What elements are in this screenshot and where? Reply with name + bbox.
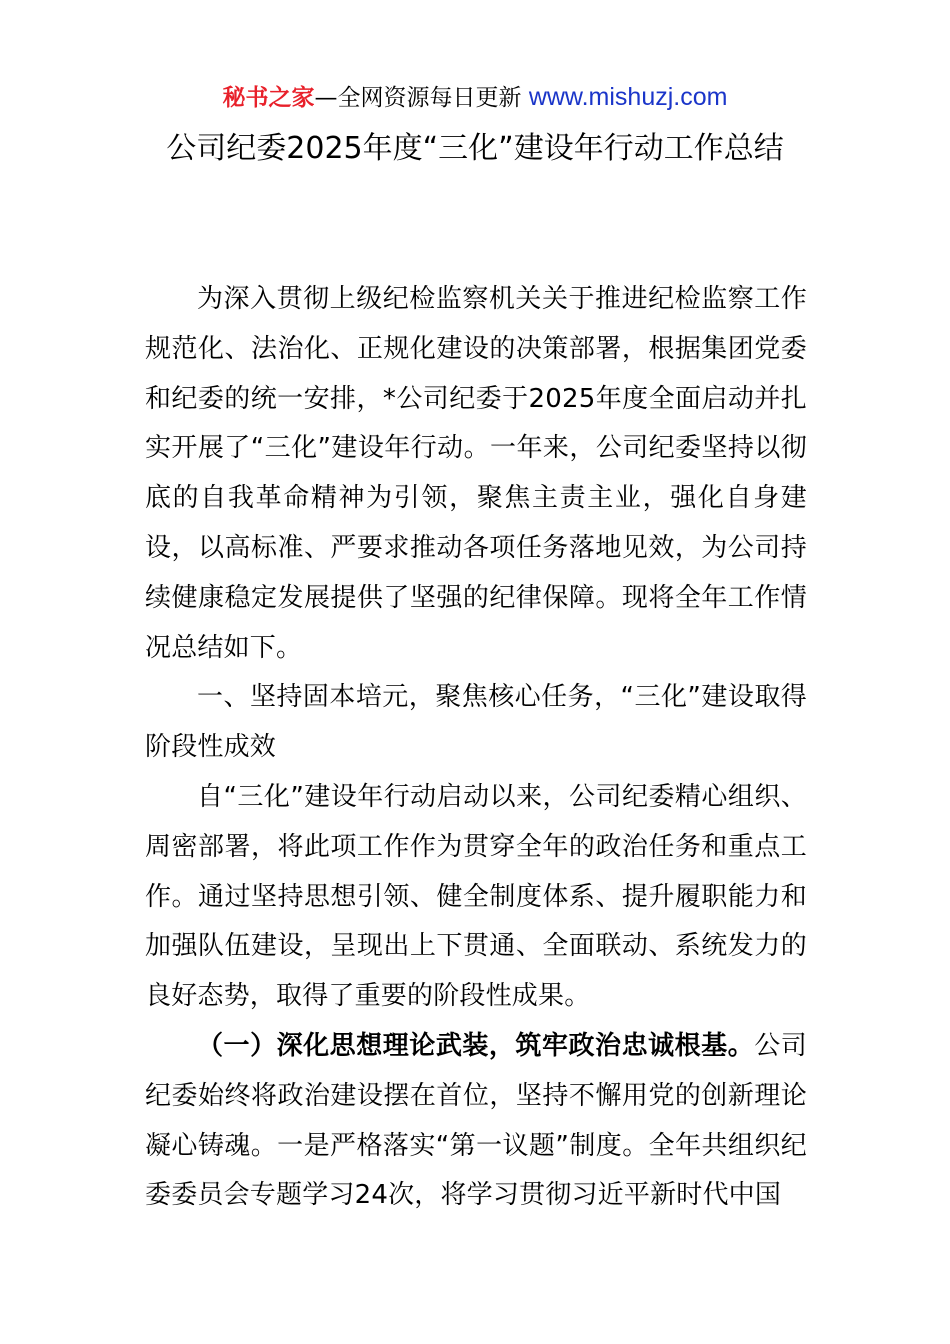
paragraph-subsection-1 <box>145 1022 807 1221</box>
site-brand: 秘书之家 <box>222 85 315 111</box>
document-body <box>145 275 807 1221</box>
document-title: 公司纪委2025年度“三化”建设年行动工作总结 <box>166 131 784 166</box>
subsection-heading-1: （一）深化思想理论武装，筑牢政治忠诚根基。 <box>197 1030 755 1061</box>
subsection-text-1: 公司纪委始终将政治建设摆在首位，坚持不懈用党的创新理论凝心铸魂。一是严格落实“第一议题”制度。全年共组织纪委委员会专题学习24次，将学习贯彻习近平新时代中国 <box>145 1030 808 1211</box>
section-heading-1: 一、坚持固本培元，聚焦核心任务，“三化”建设取得阶段性成效 <box>145 682 807 763</box>
paragraph-intro: 为深入贯彻上级纪检监察机关关于推进纪检监察工作规范化、法治化、正规化建设的决策部署，根据集团党委和纪委的统一安排，*公司纪委于2025年度全面启动并扎实开展了“三化”建设年行动。一年来，公司纪委坚持以彻底的自我革命精神为引领，聚焦主责主业，强化自身建设，以高标准、严要求推动各项任务落地见效，为公司持续健康稳定发展提供了坚强的纪律保障。现将全年工作情况总结如下。 <box>145 284 807 663</box>
site-tagline: —全网资源每日更新 <box>314 85 529 111</box>
site-url-link[interactable]: www.mishuzj.com <box>528 83 728 111</box>
site-header <box>0 80 950 115</box>
paragraph-section-1: 自“三化”建设年行动启动以来，公司纪委精心组织、周密部署，将此项工作作为贯穿全年的政治任务和重点工作。通过坚持思想引领、健全制度体系、提升履职能力和加强队伍建设，呈现出上下贯通、全面联动、系统发力的良好态势，取得了重要的阶段性成果。 <box>145 781 807 1012</box>
